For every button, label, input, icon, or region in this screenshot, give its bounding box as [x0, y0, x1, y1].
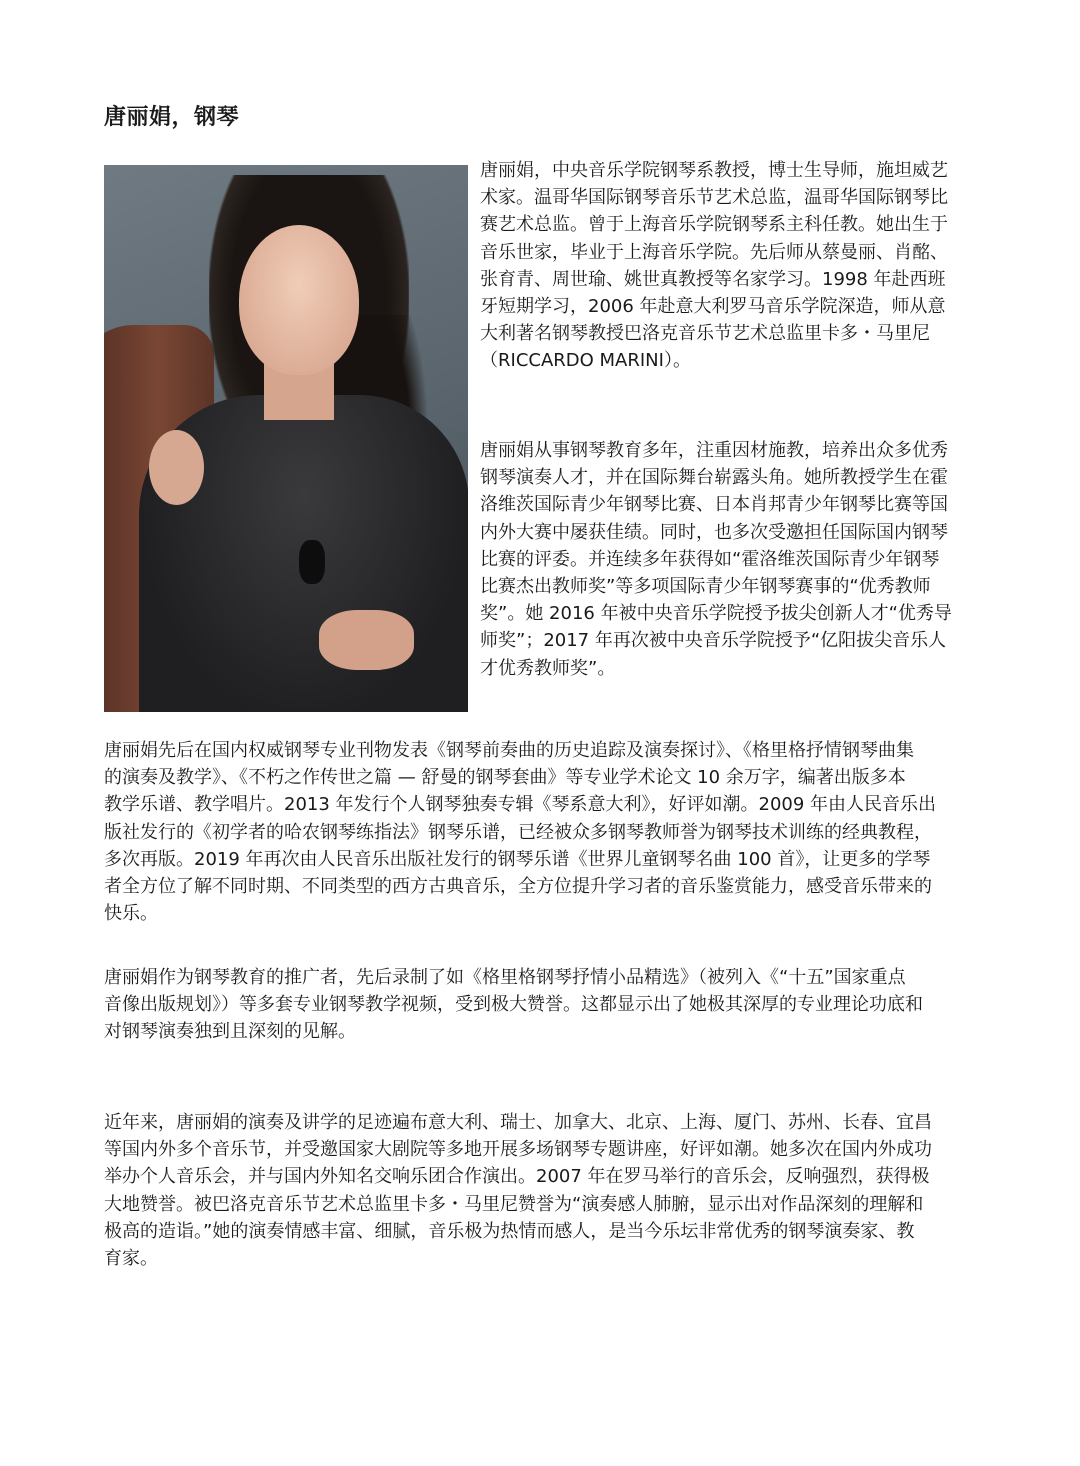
text-line: 内外大赛中屡获佳绩。同时，也多次受邀担任国际国内钢琴 [480, 521, 948, 543]
text-line: 教学乐谱、教学唱片。2013 年发行个人钢琴独奏专辑《琴系意大利》，好评如潮。2009 年由人民音乐出 [104, 794, 937, 816]
text-line: 张育青、周世瑜、姚世真教授等名家学习。1998 年赴西班 [480, 268, 946, 290]
bio-paragraph-1 [480, 157, 980, 375]
text-line: 师奖”；2017 年再次被中央音乐学院授予“亿阳拔尖音乐人 [480, 630, 947, 652]
text-line: 牙短期学习，2006 年赴意大利罗马音乐学院深造，师从意 [480, 295, 946, 317]
text-line: 育家。 [104, 1247, 158, 1269]
text-line: 大地赞誉。被巴洛克音乐节艺术总监里卡多・马里尼赞誉为“演奏感人肺腑，显示出对作品深刻的理解和 [104, 1193, 924, 1215]
text-line: 洛维茨国际青少年钢琴比赛、日本肖邦青少年钢琴比赛等国 [480, 494, 948, 516]
text-line: 钢琴演奏人才，并在国际舞台崭露头角。她所教授学生在霍 [480, 467, 948, 489]
pendant-shape [299, 540, 325, 584]
text-line: 举办个人音乐会，并与国内外知名交响乐团合作演出。2007 年在罗马举行的音乐会，反响强烈，获得极 [104, 1166, 930, 1188]
text-line: 唐丽娟作为钢琴教育的推广者，先后录制了如《格里格钢琴抒情小品精选》（被列入《“十五”国家重点 [104, 967, 906, 988]
bio-paragraph-4 [104, 964, 984, 1046]
portrait-photo [104, 165, 468, 712]
text-line: 大利著名钢琴教授巴洛克音乐节艺术总监里卡多・马里尼 [480, 323, 930, 345]
text-line: 比赛杰出教师奖”等多项国际青少年钢琴赛事的“优秀教师 [480, 575, 931, 597]
page-title: 唐丽娟，钢琴 [104, 105, 240, 130]
text-line: 奖”。她 2016 年被中央音乐学院授予拔尖创新人才“优秀导 [480, 603, 952, 625]
text-line: 唐丽娟，中央音乐学院钢琴系教授，博士生导师，施坦威艺 [480, 160, 948, 181]
bio-paragraph-3 [104, 737, 984, 927]
text-line: 极高的造诣。”她的演奏情感丰富、细腻，音乐极为热情而感人，是当今乐坛非常优秀的钢琴演奏家、教 [104, 1220, 915, 1242]
text-line: 音乐世家，毕业于上海音乐学院。先后师从蔡曼丽、肖酩、 [480, 241, 948, 263]
text-line: 等国内外多个音乐节，并受邀国家大剧院等多地开展多场钢琴专题讲座，好评如潮。她多次在国内外成功 [104, 1139, 932, 1161]
text-line: 多次再版。2019 年再次由人民音乐出版社发行的钢琴乐谱《世界儿童钢琴名曲 100 首》，让更多的学琴 [104, 848, 931, 870]
text-line: 版社发行的《初学者的哈农钢琴练指法》钢琴乐谱，已经被众多钢琴教师誉为钢琴技术训练的经典教程， [104, 821, 932, 843]
text-line: 唐丽娟从事钢琴教育多年，注重因材施教，培养出众多优秀 [480, 440, 948, 461]
bio-paragraph-5 [104, 1109, 984, 1272]
text-line: 对钢琴演奏独到且深刻的见解。 [104, 1021, 356, 1043]
text-line: 的演奏及教学》、《不朽之作传世之篇 — 舒曼的钢琴套曲》等专业学术论文 10 余万字，编著出版多本 [104, 767, 906, 789]
text-line: 唐丽娟先后在国内权威钢琴专业刊物发表《钢琴前奏曲的历史追踪及演奏探讨》、《格里格抒情钢琴曲集 [104, 740, 914, 761]
text-line: 才优秀教师奖”。 [480, 657, 616, 679]
hand-shape [319, 610, 414, 670]
shoulder-shape [149, 430, 204, 505]
text-line: 快乐。 [104, 903, 158, 925]
text-line: 近年来，唐丽娟的演奏及讲学的足迹遍布意大利、瑞士、加拿大、北京、上海、厦门、苏州、长春、宜昌 [104, 1112, 932, 1133]
text-line: （RICCARDO MARINI）。 [480, 350, 691, 372]
bio-paragraph-2 [480, 437, 980, 682]
text-line: 赛艺术总监。曾于上海音乐学院钢琴系主科任教。她出生于 [480, 214, 948, 236]
text-line: 比赛的评委。并连续多年获得如“霍洛维茨国际青少年钢琴 [480, 548, 940, 570]
face-shape [239, 225, 359, 375]
text-line: 者全方位了解不同时期、不同类型的西方古典音乐，全方位提升学习者的音乐鉴赏能力，感受音乐带来的 [104, 875, 932, 897]
text-line: 音像出版规划》）等多套专业钢琴教学视频，受到极大赞誉。这都显示出了她极其深厚的专业理论功底和 [104, 994, 923, 1016]
text-line: 术家。温哥华国际钢琴音乐节艺术总监，温哥华国际钢琴比 [480, 187, 948, 209]
